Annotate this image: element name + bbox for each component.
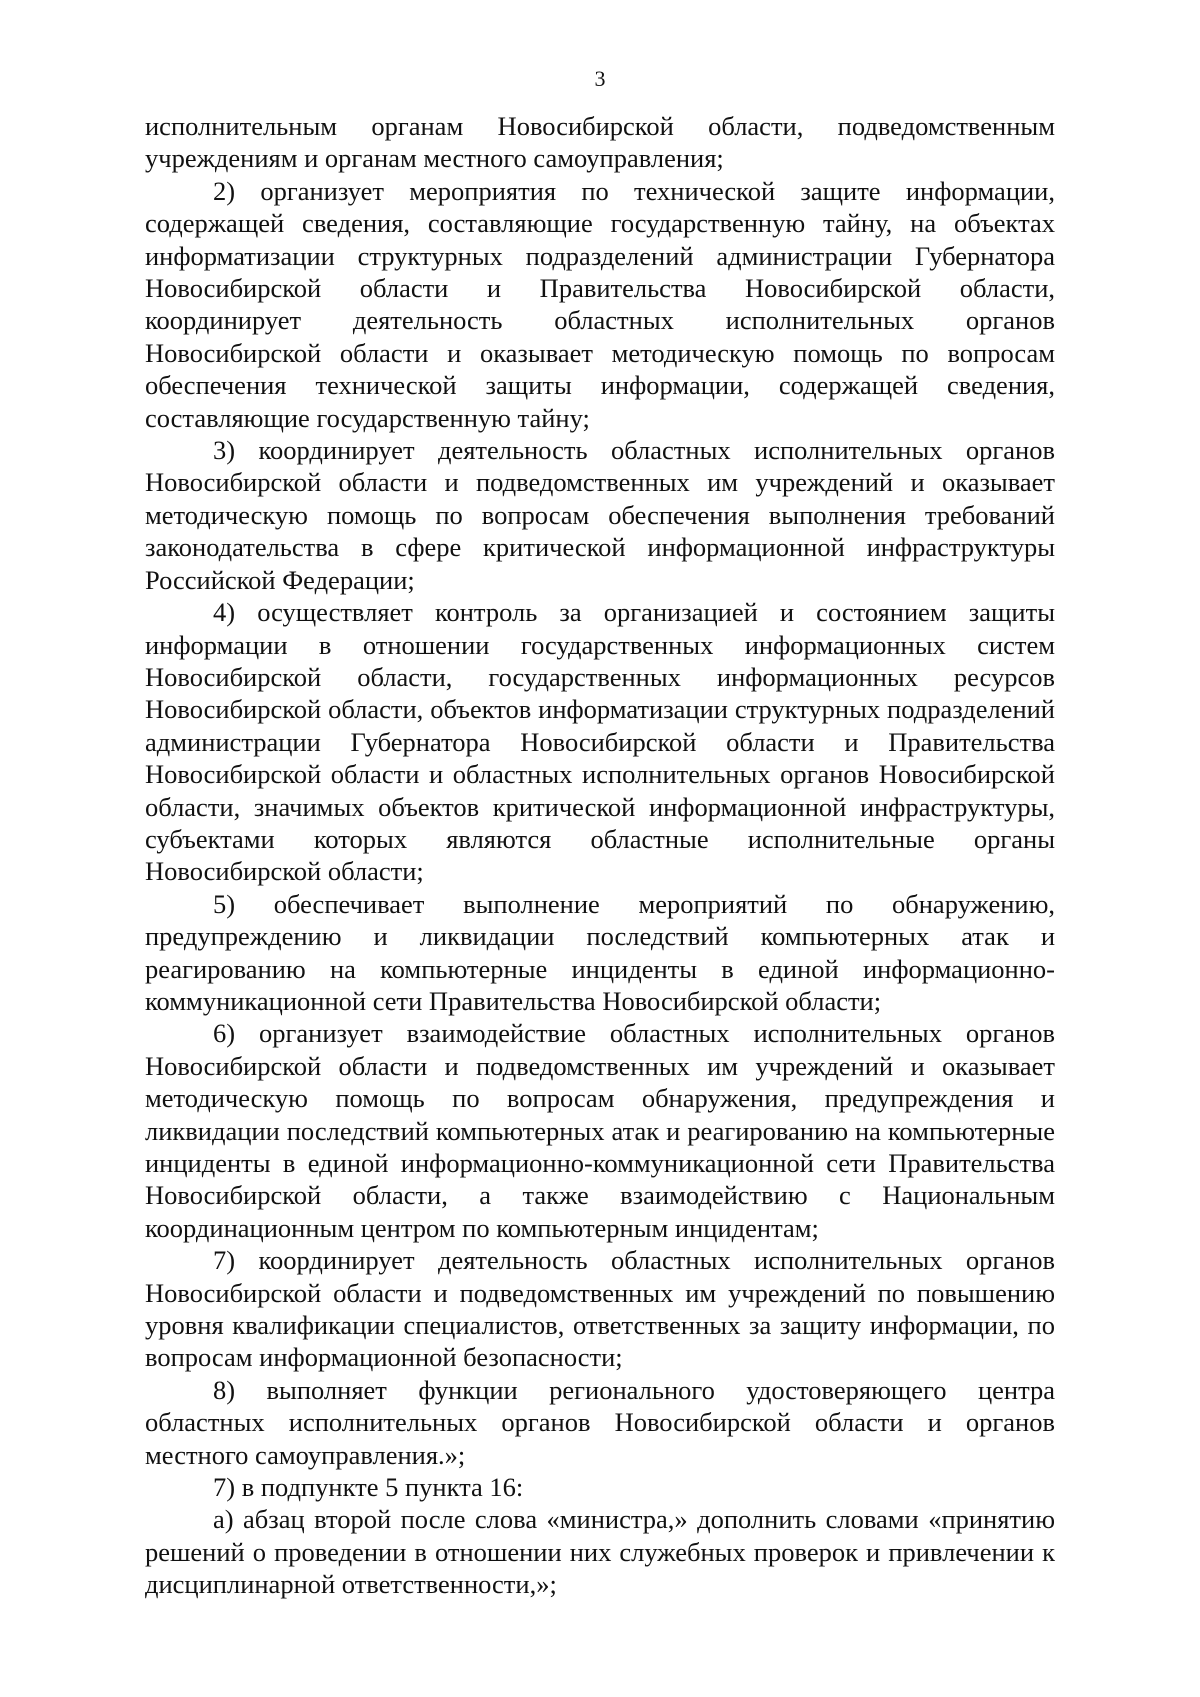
page-number: 3 xyxy=(594,66,606,91)
paragraph-item-7: 7) координирует деятельность областных исполнительных органов Новосибирской области и подведомственных им учреждений по повышению уровня квалификации специалистов, ответственных за защиту информации, по вопросам информационной безопасности; xyxy=(145,1245,1055,1373)
paragraph-item-6: 6) организует взаимодействие областных исполнительных органов Новосибирской области и подведомственных им учреждений и оказывает методическую помощь по вопросам обнаружения, предупреждения и ликвидации последствий компьютерных атак и реагированию на компьютерные инциденты в единой информационно-коммуникационной сети Правительства Новосибирской области, а также взаимодействию с Национальным координационным центром по компьютерным инцидентам; xyxy=(145,1018,1055,1243)
document-body xyxy=(145,110,1055,1601)
paragraph-amendment-7: 7) в подпункте 5 пункта 16: xyxy=(213,1472,524,1503)
paragraph-item-8: 8) выполняет функции регионального удостоверяющего центра областных исполнительных органов Новосибирской области и органов местного самоуправления.»; xyxy=(145,1374,1055,1470)
paragraph-item-4: 4) осуществляет контроль за организацией и состоянием защиты информации в отношении государственных информационных систем Новосибирской области, государственных информационных ресурсов Новосибирской области, объектов информатизации структурных подразделений администрации Губернатора Новосибирской области и Правительства Новосибирской области и областных исполнительных органов Новосибирской области, значимых объектов критической информационной инфраструктуры, субъектами которых являются областные исполнительные органы Новосибирской области; xyxy=(145,597,1055,887)
paragraph-item-3: 3) координирует деятельность областных исполнительных органов Новосибирской области и подведомственных им учреждений и оказывает методическую помощь по вопросам обеспечения выполнения требований законодательства в сфере критической информационной инфраструктуры Российской Федерации; xyxy=(145,435,1055,595)
paragraph-item-2: 2) организует мероприятия по технической защите информации, содержащей сведения, составляющие государственную тайну, на объектах информатизации структурных подразделений администрации Губернатора Новосибирской области и Правительства Новосибирской области, координирует деятельность областных исполнительных органов Новосибирской области и оказывает методическую помощь по вопросам обеспечения технической защиты информации, содержащей сведения, составляющие государственную тайну; xyxy=(145,175,1055,433)
paragraph-amendment-7a: а) абзац второй после слова «министра,» дополнить словами «принятию решений о проведении в отношении них служебных проверок и привлечении к дисциплинарной ответственности,»; xyxy=(145,1504,1055,1600)
paragraph-continuation: исполнительным органам Новосибирской области, подведомственным учреждениям и органам местного самоуправления; xyxy=(145,111,1055,174)
paragraph-item-5: 5) обеспечивает выполнение мероприятий по обнаружению, предупреждению и ликвидации последствий компьютерных атак и реагированию на компьютерные инциденты в единой информационно-коммуникационной сети Правительства Новосибирской области; xyxy=(145,888,1055,1016)
